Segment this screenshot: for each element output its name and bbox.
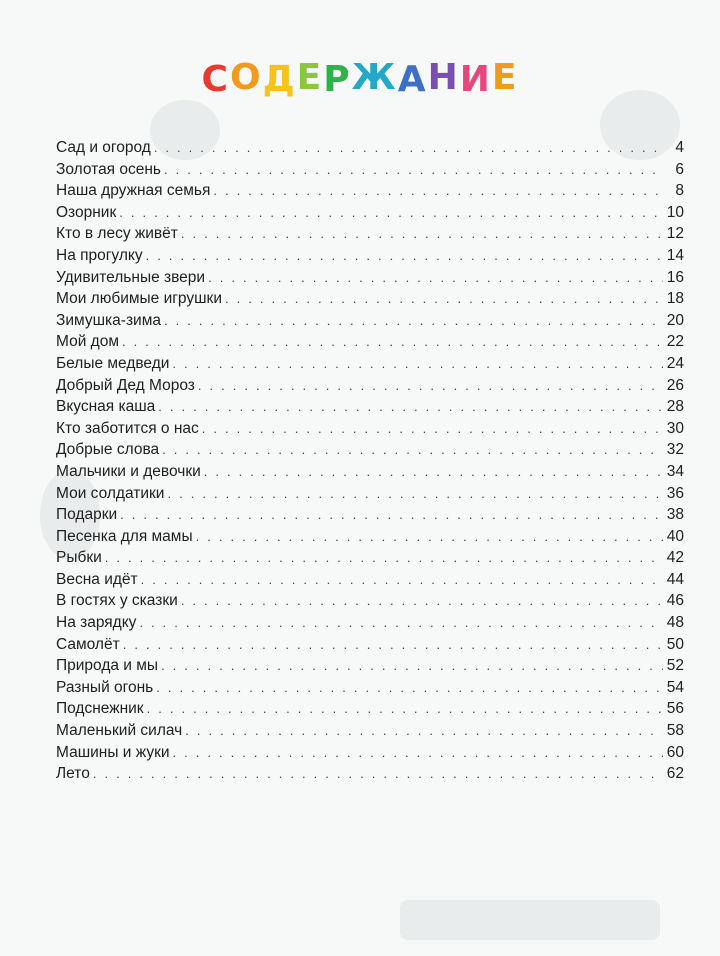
dot-leader [93,763,662,785]
toc-entry-page: 8 [675,182,684,200]
toc-entry [56,310,684,332]
toc-entry [56,504,684,526]
title-letter: И [459,59,492,100]
toc-entry-title: Мальчики и девочки [56,462,201,480]
dot-leader [208,267,663,289]
toc-entry [56,698,684,720]
toc-entry [56,634,684,656]
toc-entry-page: 4 [675,139,684,156]
toc-entry-title: Вкусная каша [56,398,156,416]
title-letter: Ж [351,57,398,98]
toc-entry [56,245,684,267]
toc-entry-page: 20 [666,311,684,329]
dot-leader [185,720,663,742]
toc-entry [56,375,684,397]
toc-entry [56,223,684,245]
toc-entry-title: Зимушка-зима [56,311,161,329]
toc-entry [56,526,684,548]
toc-entry [56,763,684,785]
toc-entry-title: Мои солдатики [56,484,165,502]
toc-entry [56,180,684,202]
toc-entry-title: Природа и мы [56,657,159,675]
dot-leader [225,288,663,310]
toc-entry [56,612,684,634]
toc-entry-title: На прогулку [56,246,143,264]
dot-leader [119,202,662,224]
title-letter: Е [296,57,324,98]
toc-entry-page: 24 [666,354,684,372]
toc-entry-page: 42 [666,549,684,567]
toc-entry [56,159,684,181]
toc-entry [56,655,684,677]
toc-entry-page: 60 [666,743,684,761]
toc-entry [56,569,684,591]
toc-entry-title: Маленький силач [56,722,183,740]
toc-entry [56,677,684,699]
dot-leader [164,310,663,332]
toc-entry-page: 38 [666,506,684,524]
toc-entry-page: 52 [666,657,684,675]
toc-entry-title: Машины и жуки [56,743,170,761]
dot-leader [147,698,663,720]
dot-leader [213,180,665,202]
toc-entry-page: 26 [666,376,684,394]
title-letter: А [397,59,428,100]
toc-entry-page: 58 [666,722,684,740]
toc-entry-title: Добрый Дед Мороз [56,376,195,394]
toc-entry-title: Самолёт [56,635,120,653]
toc-entry [56,288,684,310]
toc-entry-title: Добрые слова [56,441,160,459]
dot-leader [154,137,664,159]
toc-entry-title: Золотая осень [56,160,162,178]
toc-entry-title: Лето [56,765,90,783]
toc-entry-title: Разный огонь [56,678,154,696]
dot-leader [173,742,663,764]
toc-entry-page: 22 [666,333,684,351]
toc-entry-page: 14 [666,246,684,264]
toc-entry-page: 56 [666,700,684,718]
title-letter: Н [427,57,460,98]
toc-entry-page: 18 [666,290,684,308]
toc-entry-page: 62 [666,765,684,783]
dot-leader [198,375,663,397]
dot-leader [164,159,664,181]
toc-entry-title: Белые медведи [56,354,170,372]
toc-entry-page: 12 [666,225,684,243]
title-letter: О [229,57,263,98]
toc-entry-page: 32 [666,441,684,459]
toc-entry-page: 44 [666,570,684,588]
toc-entry-page: 48 [666,614,684,632]
toc-entry-page: 54 [666,678,684,696]
toc-entry-title: Наша дружная семья [56,182,211,200]
toc-entry [56,267,684,289]
dot-leader [139,612,662,634]
toc-entry [56,742,684,764]
toc-entry-title: Рыбки [56,549,102,567]
dot-leader [158,396,662,418]
title-letter: Р [323,59,352,100]
dot-leader [123,634,663,656]
title-letter: Е [491,57,519,98]
toc-entry-page: 28 [666,398,684,416]
dot-leader [105,547,662,569]
toc-entry [56,461,684,483]
page-title [0,57,720,100]
toc-entry-title: Удивительные звери [56,268,206,286]
toc-entry-title: Кто в лесу живёт [56,225,178,243]
toc-entry [56,720,684,742]
dot-leader [181,590,663,612]
toc-entry-page: 34 [666,462,684,480]
toc-entry-title: Кто заботится о нас [56,419,199,437]
dot-leader [162,439,663,461]
toc-entry-page: 40 [666,527,684,545]
dot-leader [141,569,663,591]
toc-entry-page: 36 [666,484,684,502]
dot-leader [161,655,663,677]
dot-leader [120,504,662,526]
toc-entry-page: 6 [675,160,684,178]
toc-entry [56,439,684,461]
toc-entry-title: Мой дом [56,333,119,351]
toc-entry-page: 10 [666,203,684,221]
toc-entry [56,418,684,440]
toc-entry-page: 50 [666,635,684,653]
dot-leader [122,331,663,353]
toc-entry-page: 16 [666,268,684,286]
toc-entry [56,483,684,505]
toc-entry [56,137,684,159]
dot-leader [167,483,662,505]
toc-entry-page: 46 [666,592,684,610]
toc-entry [56,547,684,569]
title-letter: С [201,59,230,100]
table-of-contents [56,137,684,785]
toc-entry-title: Озорник [56,203,117,221]
toc-entry [56,590,684,612]
toc-entry-page: 30 [666,419,684,437]
toc-entry-title: Подарки [56,506,118,524]
title-letter: Д [262,59,297,100]
toc-entry-title: Песенка для мамы [56,527,193,545]
dot-leader [156,677,663,699]
toc-entry [56,202,684,224]
toc-entry [56,331,684,353]
toc-entry [56,396,684,418]
toc-entry-title: Весна идёт [56,570,138,588]
bleed-through-shape [400,900,660,940]
toc-entry-title: Подснежник [56,700,144,718]
dot-leader [202,418,663,440]
toc-entry-title: Сад и огород [56,139,151,156]
dot-leader [146,245,663,267]
dot-leader [181,223,663,245]
toc-entry-title: В гостях у сказки [56,592,178,610]
dot-leader [172,353,662,375]
dot-leader [196,526,663,548]
dot-leader [204,461,663,483]
toc-entry-title: На зарядку [56,614,137,632]
toc-entry-title: Мои любимые игрушки [56,290,222,308]
toc-entry [56,353,684,375]
